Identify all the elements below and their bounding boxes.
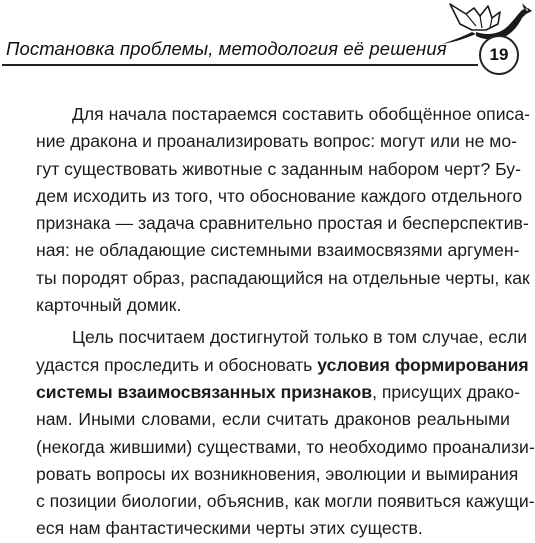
text-line: гут существовать животные с заданным набором черт? Бу- bbox=[36, 158, 521, 179]
bold-emphasis: условия формирования bbox=[317, 354, 529, 375]
text-line: ты породят образ, распадающийся на отдельные черты, как bbox=[36, 267, 530, 288]
text-line: дем исходить из того, что обоснование каждого отдельного bbox=[36, 185, 523, 206]
text-line: ние дракона и проанализировать вопрос: могут или не мо- bbox=[36, 131, 518, 152]
text-line: признака — задача сравнительно простая и бесперспектив- bbox=[36, 213, 529, 234]
body-text bbox=[36, 101, 535, 543]
text-run: , присущих драко- bbox=[372, 381, 520, 402]
text-line: ная: не обладающие системными взаимосвязями аргумен- bbox=[36, 240, 520, 261]
paragraph-1 bbox=[36, 101, 530, 319]
text-run: удастся проследить и обосновать bbox=[36, 354, 318, 375]
text-line: еся нам фантастическими черты этих существ. bbox=[36, 518, 423, 539]
text-line bbox=[36, 352, 529, 379]
header-rule bbox=[2, 64, 478, 66]
text-line: Для начала постараемся составить обобщённое описа- bbox=[72, 104, 530, 124]
text-line: ровать вопросы их возникновения, эволюции и вымирания bbox=[36, 463, 519, 484]
text-line: Цель посчитаем достигнутой только в том случае, если bbox=[72, 327, 528, 348]
page-number bbox=[479, 35, 519, 75]
page-header bbox=[0, 0, 535, 80]
bold-emphasis: системы взаимосвязанных признаков bbox=[36, 381, 373, 402]
text-line: карточный домик. bbox=[36, 295, 182, 316]
text-line: нам. Иными словами, если считать драконов реальными bbox=[36, 409, 510, 430]
paragraph-2 bbox=[36, 324, 535, 542]
text-line: (некогда жившими) существами, то необходимо проанализи- bbox=[36, 436, 535, 457]
text-line: с позиции биологии, объяснив, как могли появиться кажущи- bbox=[36, 491, 535, 512]
text-line bbox=[36, 379, 520, 406]
running-title: Постановка проблемы, методология её решения bbox=[6, 38, 447, 59]
page-number-text: 19 bbox=[489, 45, 509, 64]
